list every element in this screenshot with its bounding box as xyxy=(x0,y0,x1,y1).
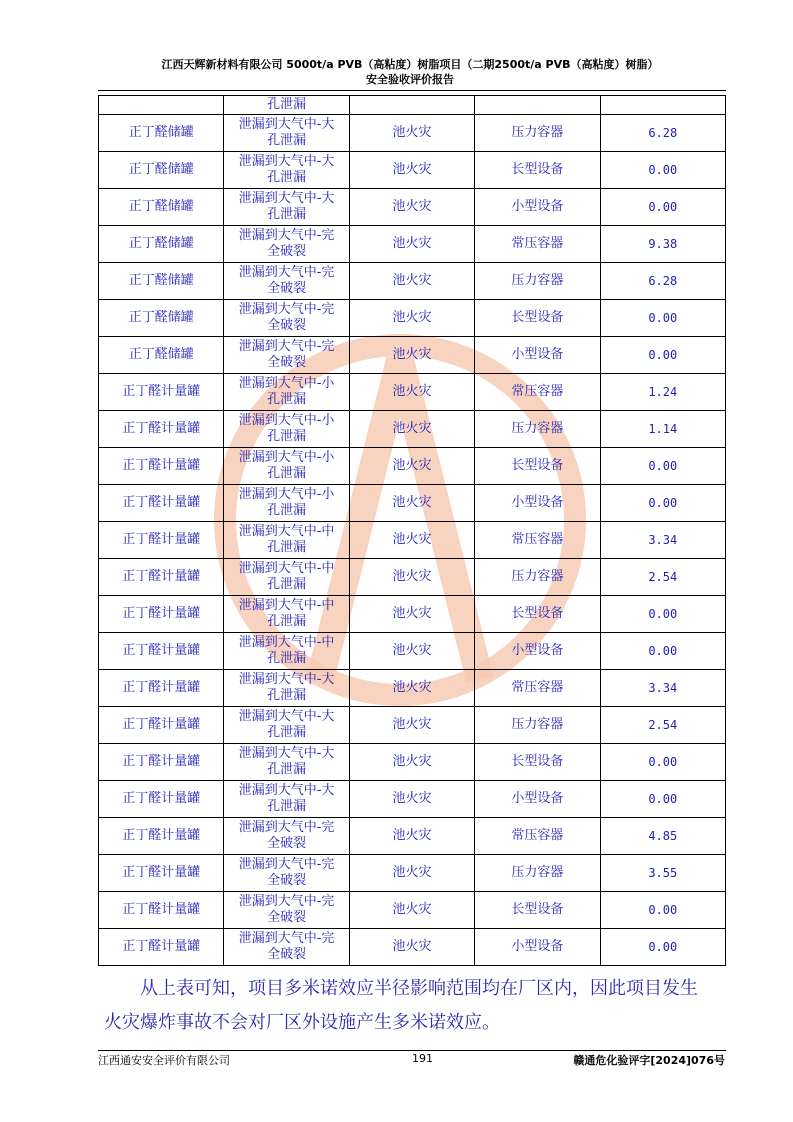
accident-cell: 池火灾 xyxy=(349,670,474,707)
target-cell: 压力容器 xyxy=(475,855,600,892)
equipment-cell: 正丁醛计量罐 xyxy=(99,411,224,448)
equipment-cell: 正丁醛储罐 xyxy=(99,152,224,189)
scenario-text: 泄漏到大气中-大 xyxy=(238,672,335,687)
scenario-cell xyxy=(224,818,349,855)
accident-cell: 池火灾 xyxy=(349,263,474,300)
target-cell: 长型设备 xyxy=(475,448,600,485)
scenario-text: 孔泄漏 xyxy=(267,614,307,629)
equipment-cell xyxy=(99,96,224,115)
target-cell: 压力容器 xyxy=(475,411,600,448)
table-row xyxy=(99,707,726,744)
radius-cell: 9.38 xyxy=(600,226,725,263)
equipment-cell: 正丁醛计量罐 xyxy=(99,744,224,781)
table-row xyxy=(99,522,726,559)
target-cell: 小型设备 xyxy=(475,337,600,374)
accident-cell: 池火灾 xyxy=(349,300,474,337)
scenario-text: 孔泄漏 xyxy=(267,392,307,407)
table-row xyxy=(99,485,726,522)
scenario-cell xyxy=(224,855,349,892)
table-row xyxy=(99,855,726,892)
scenario-text: 孔泄漏 xyxy=(267,799,307,814)
scenario-text: 孔泄漏 xyxy=(267,429,307,444)
scenario-text: 孔泄漏 xyxy=(267,540,307,555)
radius-cell: 0.00 xyxy=(600,485,725,522)
table-row xyxy=(99,189,726,226)
target-cell: 常压容器 xyxy=(475,670,600,707)
table-row xyxy=(99,226,726,263)
equipment-cell: 正丁醛计量罐 xyxy=(99,596,224,633)
radius-cell: 1.14 xyxy=(600,411,725,448)
radius-cell xyxy=(600,96,725,115)
accident-cell: 池火灾 xyxy=(349,115,474,152)
scenario-cell xyxy=(224,226,349,263)
scenario-cell xyxy=(224,448,349,485)
scenario-text: 全破裂 xyxy=(267,318,307,333)
table-row xyxy=(99,411,726,448)
equipment-cell: 正丁醛计量罐 xyxy=(99,818,224,855)
scenario-cell xyxy=(224,337,349,374)
accident-cell: 池火灾 xyxy=(349,448,474,485)
target-cell: 压力容器 xyxy=(475,115,600,152)
accident-cell: 池火灾 xyxy=(349,929,474,966)
table-row xyxy=(99,633,726,670)
scenario-text: 泄漏到大气中-小 xyxy=(238,487,335,502)
accident-cell: 池火灾 xyxy=(349,374,474,411)
radius-cell: 0.00 xyxy=(600,892,725,929)
accident-cell: 池火灾 xyxy=(349,744,474,781)
scenario-text: 泄漏到大气中-大 xyxy=(238,191,335,206)
scenario-text: 孔泄漏 xyxy=(267,503,307,518)
scenario-text: 泄漏到大气中-大 xyxy=(238,117,335,132)
scenario-text: 泄漏到大气中-大 xyxy=(238,154,335,169)
scenario-cell xyxy=(224,300,349,337)
table-row xyxy=(99,300,726,337)
header-divider xyxy=(98,90,726,91)
equipment-cell: 正丁醛储罐 xyxy=(99,226,224,263)
scenario-text: 泄漏到大气中-完 xyxy=(238,931,335,946)
footer-divider xyxy=(98,1050,726,1051)
footer-company: 江西通安安全评价有限公司 xyxy=(98,1054,230,1067)
radius-cell: 0.00 xyxy=(600,152,725,189)
scenario-cell xyxy=(224,744,349,781)
scenario-cell xyxy=(224,707,349,744)
page-number: 191 xyxy=(412,1052,433,1065)
conclusion-paragraph xyxy=(104,972,728,1040)
scenario-text: 孔泄漏 xyxy=(267,762,307,777)
scenario-cell xyxy=(224,263,349,300)
target-cell: 长型设备 xyxy=(475,152,600,189)
table-row xyxy=(99,559,726,596)
accident-cell: 池火灾 xyxy=(349,522,474,559)
radius-cell: 1.24 xyxy=(600,374,725,411)
accident-cell: 池火灾 xyxy=(349,226,474,263)
target-cell: 长型设备 xyxy=(475,596,600,633)
target-cell: 小型设备 xyxy=(475,633,600,670)
table-row-partial xyxy=(99,96,726,115)
equipment-cell: 正丁醛储罐 xyxy=(99,189,224,226)
radius-cell: 3.34 xyxy=(600,522,725,559)
scenario-text: 孔泄漏 xyxy=(267,651,307,666)
scenario-cell xyxy=(224,670,349,707)
equipment-cell: 正丁醛计量罐 xyxy=(99,670,224,707)
target-cell: 压力容器 xyxy=(475,707,600,744)
accident-cell: 池火灾 xyxy=(349,189,474,226)
equipment-cell: 正丁醛计量罐 xyxy=(99,855,224,892)
scenario-cell: 孔泄漏 xyxy=(224,96,349,115)
target-cell: 常压容器 xyxy=(475,226,600,263)
equipment-cell: 正丁醛计量罐 xyxy=(99,892,224,929)
scenario-text: 全破裂 xyxy=(267,244,307,259)
scenario-text: 泄漏到大气中-中 xyxy=(238,524,335,539)
equipment-cell: 正丁醛储罐 xyxy=(99,115,224,152)
scenario-text: 泄漏到大气中-大 xyxy=(238,783,335,798)
equipment-cell: 正丁醛储罐 xyxy=(99,337,224,374)
radius-cell: 6.28 xyxy=(600,263,725,300)
target-cell: 长型设备 xyxy=(475,892,600,929)
scenario-text: 全破裂 xyxy=(267,910,307,925)
scenario-text: 孔泄漏 xyxy=(267,133,307,148)
target-cell: 长型设备 xyxy=(475,300,600,337)
scenario-cell xyxy=(224,596,349,633)
table-row xyxy=(99,263,726,300)
scenario-text: 泄漏到大气中-大 xyxy=(238,709,335,724)
radius-cell: 2.54 xyxy=(600,559,725,596)
target-cell: 小型设备 xyxy=(475,189,600,226)
scenario-text: 孔泄漏 xyxy=(267,725,307,740)
scenario-text: 泄漏到大气中-中 xyxy=(238,561,335,576)
scenario-cell xyxy=(224,411,349,448)
target-cell: 小型设备 xyxy=(475,929,600,966)
target-cell: 常压容器 xyxy=(475,522,600,559)
scenario-cell xyxy=(224,115,349,152)
accident-cell: 池火灾 xyxy=(349,559,474,596)
table-row xyxy=(99,337,726,374)
target-cell: 压力容器 xyxy=(475,263,600,300)
scenario-text: 全破裂 xyxy=(267,281,307,296)
scenario-text: 泄漏到大气中-完 xyxy=(238,894,335,909)
scenario-text: 全破裂 xyxy=(267,947,307,962)
scenario-cell xyxy=(224,781,349,818)
scenario-cell xyxy=(224,152,349,189)
equipment-cell: 正丁醛计量罐 xyxy=(99,707,224,744)
accident-cell: 池火灾 xyxy=(349,337,474,374)
radius-cell: 0.00 xyxy=(600,300,725,337)
scenario-text: 泄漏到大气中-完 xyxy=(238,302,335,317)
scenario-text: 孔泄漏 xyxy=(267,577,307,592)
scenario-text: 泄漏到大气中-小 xyxy=(238,450,335,465)
header-title: 江西天辉新材料有限公司 5000t/a PVB（高粘度）树脂项目（二期2500t/a PVB（高粘度）树脂） xyxy=(161,58,659,71)
equipment-cell: 正丁醛计量罐 xyxy=(99,374,224,411)
scenario-text: 泄漏到大气中-完 xyxy=(238,265,335,280)
equipment-cell: 正丁醛储罐 xyxy=(99,300,224,337)
table-row xyxy=(99,744,726,781)
scenario-cell xyxy=(224,633,349,670)
table-row xyxy=(99,448,726,485)
scenario-text: 全破裂 xyxy=(267,873,307,888)
scenario-text: 泄漏到大气中-完 xyxy=(238,339,335,354)
target-cell: 小型设备 xyxy=(475,781,600,818)
target-cell: 常压容器 xyxy=(475,818,600,855)
table-row xyxy=(99,670,726,707)
accident-cell: 池火灾 xyxy=(349,485,474,522)
accident-cell: 池火灾 xyxy=(349,596,474,633)
radius-cell: 4.85 xyxy=(600,818,725,855)
scenario-text: 泄漏到大气中-完 xyxy=(238,228,335,243)
radius-cell: 6.28 xyxy=(600,115,725,152)
accident-cell: 池火灾 xyxy=(349,818,474,855)
scenario-text: 泄漏到大气中-小 xyxy=(238,376,335,391)
scenario-text: 泄漏到大气中-中 xyxy=(238,635,335,650)
scenario-cell xyxy=(224,559,349,596)
scenario-text: 泄漏到大气中-完 xyxy=(238,857,335,872)
radius-cell: 0.00 xyxy=(600,337,725,374)
scenario-text: 孔泄漏 xyxy=(267,170,307,185)
radius-cell: 0.00 xyxy=(600,781,725,818)
target-cell: 常压容器 xyxy=(475,374,600,411)
equipment-cell: 正丁醛计量罐 xyxy=(99,929,224,966)
equipment-cell: 正丁醛计量罐 xyxy=(99,522,224,559)
scenario-text: 泄漏到大气中-中 xyxy=(238,598,335,613)
radius-cell: 2.54 xyxy=(600,707,725,744)
scenario-cell xyxy=(224,892,349,929)
accident-cell: 池火灾 xyxy=(349,855,474,892)
scenario-text: 孔泄漏 xyxy=(267,688,307,703)
scenario-cell xyxy=(224,522,349,559)
scenario-cell xyxy=(224,485,349,522)
equipment-cell: 正丁醛储罐 xyxy=(99,263,224,300)
radius-cell: 0.00 xyxy=(600,189,725,226)
scenario-text: 孔泄漏 xyxy=(267,466,307,481)
accident-cell xyxy=(349,96,474,115)
scenario-cell xyxy=(224,374,349,411)
accident-cell: 池火灾 xyxy=(349,781,474,818)
scenario-text: 泄漏到大气中-完 xyxy=(238,820,335,835)
scenario-cell xyxy=(224,189,349,226)
table-row xyxy=(99,892,726,929)
document-number: 赣通危化验评字[2024]076号 xyxy=(573,1054,725,1067)
radius-cell: 0.00 xyxy=(600,596,725,633)
header-subtitle: 安全验收评价报告 xyxy=(366,73,454,86)
scenario-text: 全破裂 xyxy=(267,836,307,851)
equipment-cell: 正丁醛计量罐 xyxy=(99,485,224,522)
scenario-text: 泄漏到大气中-小 xyxy=(238,413,335,428)
scenario-text: 孔泄漏 xyxy=(267,207,307,222)
table-row xyxy=(99,781,726,818)
radius-cell: 0.00 xyxy=(600,929,725,966)
target-cell xyxy=(475,96,600,115)
accident-cell: 池火灾 xyxy=(349,152,474,189)
target-cell: 小型设备 xyxy=(475,485,600,522)
scenario-cell xyxy=(224,929,349,966)
radius-cell: 3.34 xyxy=(600,670,725,707)
equipment-cell: 正丁醛计量罐 xyxy=(99,559,224,596)
domino-effect-table xyxy=(98,95,726,966)
radius-cell: 0.00 xyxy=(600,448,725,485)
accident-cell: 池火灾 xyxy=(349,707,474,744)
radius-cell: 0.00 xyxy=(600,744,725,781)
radius-cell: 0.00 xyxy=(600,633,725,670)
scenario-text: 泄漏到大气中-大 xyxy=(238,746,335,761)
table-row xyxy=(99,152,726,189)
accident-cell: 池火灾 xyxy=(349,892,474,929)
table-row xyxy=(99,818,726,855)
target-cell: 长型设备 xyxy=(475,744,600,781)
radius-cell: 3.55 xyxy=(600,855,725,892)
equipment-cell: 正丁醛计量罐 xyxy=(99,448,224,485)
page-header xyxy=(100,57,720,87)
table-row xyxy=(99,596,726,633)
accident-cell: 池火灾 xyxy=(349,411,474,448)
equipment-cell: 正丁醛计量罐 xyxy=(99,781,224,818)
accident-cell: 池火灾 xyxy=(349,633,474,670)
table-row xyxy=(99,115,726,152)
scenario-text: 全破裂 xyxy=(267,355,307,370)
table-row xyxy=(99,929,726,966)
equipment-cell: 正丁醛计量罐 xyxy=(99,633,224,670)
target-cell: 压力容器 xyxy=(475,559,600,596)
table-row xyxy=(99,374,726,411)
paragraph-line: 从上表可知，项目多米诺效应半径影响范围均在厂区内，因此项目发生 xyxy=(140,978,698,999)
paragraph-line: 火灾爆炸事故不会对厂区外设施产生多米诺效应。 xyxy=(104,1012,500,1033)
